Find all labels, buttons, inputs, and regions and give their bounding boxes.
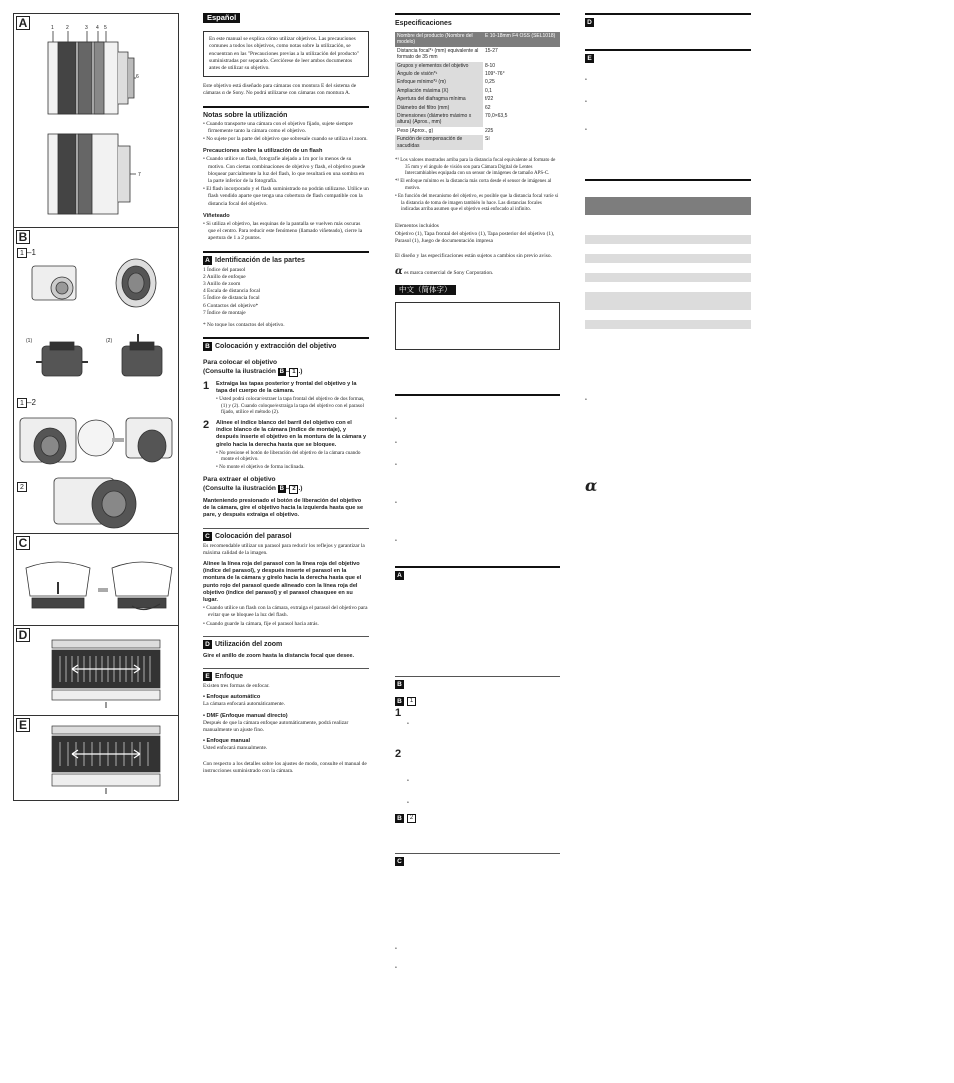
panel-e	[14, 716, 178, 802]
section-rule	[395, 394, 560, 396]
spec-key: Grupos y elementos del objetivo	[395, 62, 483, 70]
section-c-title: Colocación del parasol	[215, 532, 292, 540]
panel-b1-2-suffix: –2	[27, 398, 36, 407]
flash-item: • Cuando utilice un flash, fotografíe alejado a 1m por lo menos de su motivo. Con ciertas combinaciones de objetivo y flash, el objetivo puede bloquear parcialmente la luz del flash, lo que resultará en una sombra en la parte inferior de la fotografía.	[203, 156, 366, 185]
flash-title: Precauciones sobre la utilización de un flash	[203, 148, 323, 155]
part-item: 5 Índice de distancia focal	[203, 295, 260, 302]
zh-section-a-box: A	[395, 571, 404, 580]
zh-section-e-box: E	[585, 54, 594, 63]
focus-ring-drawing	[14, 716, 178, 802]
parts-note: * No toque los contactos del objetivo.	[203, 322, 285, 329]
zh-intro-box	[395, 302, 560, 350]
panel-b	[14, 228, 178, 534]
panel-b1-2-num: 1	[17, 398, 27, 408]
spec-key: Función de compensación de sacudidas	[395, 135, 483, 150]
specs-column: Especificaciones Nombre del producto (Nombre del modelo) E 10-18mm F4 OSS (SEL1018) Distancia focal*¹ (mm) equivalente al formato de 35 mm 15-27 Grupos y elementos del objetivo 8-10 Ángulo de visión*¹ 109°-76° Enfoque mínimo*² (m) 0,25 Ampliación máxima (X) 0,1 Apertura del diafragma mínima f/22 Diámetro del filtro (mm) 62 Dimensiones (diámetro máximo x altura) (Aprox., mm) 70,0×63,5 Peso (Aprox., g) 225 Función de compensación de sacudidas Sí *¹ Los valores mostrados arriba para la distancia focal equivalente al formato de 35 mm y el ángulo de visión son para Cámara Digital de Lentes Intercambiables equipada con un sensor de imágenes de tamaño APS-C. *² El enfoque mínimo es la distancia más corta desde el sensor de imágenes al motivo. • En función del mecanismo del objetivo, es posible que la distancia focal varíe si la distancia de toma de imagen también lo hace. Las distancias focales indicadas arriba asumen que el objetivo está enfocado al infinito. Elementos incluidos Objetivo (1), Tapa frontal del objetivo (1), Tapa posterior del objetivo (1), Parasol (1), Juego de documentación impresa El diseño y las especificaciones están sujetos a cambios sin previo aviso. α es marca comercial de Sony Corporation. 中文（简体字） • • • • • A B B 1 1 • 2 • • B 2 C • •	[395, 13, 560, 972]
spec-row	[395, 62, 560, 70]
zh-spec-row	[585, 273, 751, 282]
parts-list	[203, 267, 369, 317]
section-rule	[395, 676, 560, 677]
section-a-heading	[203, 256, 369, 265]
focus-item-text: La cámara enfocará automáticamente.	[203, 701, 286, 708]
section-rule	[203, 337, 369, 339]
section-d-title: Utilización del zoom	[215, 640, 283, 648]
vignette-title: Viñeteado	[203, 212, 230, 219]
spec-key: Apertura del diafragma mínima	[395, 95, 483, 103]
spec-value: 8-10	[485, 62, 496, 69]
section-a-title: Identificación de las partes	[215, 256, 305, 264]
spec-row	[395, 70, 560, 78]
part-item: 6 Contactos del objetivo*	[203, 302, 259, 309]
step-2: 2 Alinee el índice blanco del barril del objetivo con el índice blanco de la cámara (índice de montaje), y después inserte el objetivo en la montura de la cámara y gírelo hacia la derecha hasta que se bloquee. • No presione el botón de liberación del objetivo de la cámara cuando monte el objetivo. • No monte el objetivo de forma inclinada.	[203, 418, 367, 470]
zh-b1-box: B	[395, 697, 404, 706]
chinese-column: D E • • • • α	[585, 13, 751, 494]
section-rule	[395, 566, 560, 568]
spec-key: Distancia focal*¹ (mm) equivalente al formato de 35 mm	[395, 47, 483, 62]
focus-para: Existen tres formas de enfocar.	[203, 682, 270, 689]
section-d-box: D	[203, 640, 212, 649]
zh-alpha-logo: α	[585, 476, 598, 496]
spec-value: 0,1	[485, 87, 492, 94]
detach-text: Manteniendo presionado el botón de liberación del objetivo de la cámara, gire el objetivo hacia la izquierda hasta que se pare, y después extraiga el objetivo.	[203, 497, 364, 519]
note-item: • Cuando transporte una cámara con el objetivo fijado, sujete siempre firmemente tanto la cámara como el objetivo.	[203, 120, 353, 134]
spec-key: Ampliación máxima (X)	[395, 87, 483, 95]
intro-para: Este objetivo está diseñado para cámaras con montura E del sistema de cámaras α de Sony. No podrá utilizarse con cámaras con montura A.	[203, 83, 357, 97]
spec-row	[395, 87, 560, 95]
flash-item: • El flash incorporado y el flash suministrado no podrán utilizarse. Utilice un flash vendido aparte que tenga una cobertura de flash compatible con la distancia focal del objetivo.	[203, 186, 369, 207]
callout-3: 3	[85, 25, 88, 31]
section-rule	[395, 853, 560, 854]
detach-title: Para extraer el objetivo (Consulte la ilustración B – 2 .)	[203, 476, 303, 492]
callout-5: 5	[104, 25, 107, 31]
spec-key: Diámetro del filtro (mm)	[395, 104, 483, 112]
zh-spec-header-row	[585, 197, 751, 215]
panel-b1-suffix: –1	[27, 248, 36, 257]
zh-spec-row	[585, 254, 751, 263]
panel-d-letter: D	[16, 628, 30, 642]
part-item: 3 Anillo de zoom	[203, 281, 241, 288]
spec-row	[395, 112, 560, 127]
spec-value: E 10-18mm F4 OSS (SEL1018)	[483, 32, 560, 47]
section-c-box: C	[203, 532, 212, 541]
section-rule	[203, 106, 369, 108]
section-rule	[585, 49, 751, 51]
spec-value: Sí	[485, 136, 490, 143]
panel-e-letter: E	[16, 718, 30, 732]
section-c-heading	[203, 532, 369, 541]
panel-c	[14, 534, 178, 626]
section-rule	[585, 13, 751, 15]
included-items: Objetivo (1), Tapa frontal del objetivo (1), Tapa posterior del objetivo (1), Parasol (1), Juego de documentación impresa	[395, 230, 555, 244]
spanish-column	[203, 13, 369, 775]
included-title: Elementos incluidos	[395, 223, 439, 230]
spec-row	[395, 32, 560, 47]
spec-value: 0,25	[485, 79, 495, 86]
spec-note: *¹ Los valores mostrados arriba para la distancia focal equivalente al formato de 35 mm y el ángulo de visión son para Cámara Digital de Lentes Intercambiables equipada con un sensor de imágenes de tamaño APS-C.	[395, 158, 556, 176]
section-rule	[203, 636, 369, 637]
specs-notes	[395, 158, 560, 213]
spec-value: 109°-76°	[485, 71, 505, 78]
spec-key: Peso (Aprox., g)	[395, 127, 483, 135]
part-item: 1 Índice del parasol	[203, 266, 246, 273]
specs-table	[395, 32, 560, 150]
panel-b1-num: 1	[17, 248, 27, 258]
step-1: 1 Extraiga las tapas posterior y frontal del objetivo y la tapa del cuerpo de la cámara. • Usted podrá colocar/extraer la tapa frontal del objetivo de dos formas, (1) y (2). Cuando coloque/extraiga la tapa del objetivo con el parasol fijado, utilice el método (2).	[203, 379, 365, 416]
attach-title: Para colocar el objetivo (Consulte la ilustración B – 1 .)	[203, 359, 303, 375]
callout-2: 2	[66, 25, 69, 31]
panel-a	[14, 14, 178, 228]
section-e-title: Enfoque	[215, 672, 243, 680]
callout-1: 1	[51, 25, 54, 31]
zh-step-2: 2	[395, 747, 402, 760]
section-a-box: A	[203, 256, 212, 265]
part-item: 7 Índice de montaje	[203, 309, 246, 316]
focus-item-title: • Enfoque manual	[203, 738, 251, 745]
spec-row	[395, 135, 560, 150]
section-rule	[203, 251, 369, 253]
callout-7: 7	[138, 172, 141, 178]
spec-value: f/22	[485, 96, 494, 103]
method-2-label: (2)	[106, 338, 113, 344]
section-d-heading	[203, 640, 369, 649]
spec-value: 70,0×63,5	[485, 113, 508, 120]
zoom-ring-drawing	[14, 626, 178, 716]
lens-side-view-drawing	[14, 14, 178, 228]
attach-lens-drawing	[14, 228, 178, 534]
section-b-box: B	[203, 342, 212, 351]
panel-a-letter: A	[16, 16, 30, 30]
focus-item-text: Usted enfocará manualmente.	[203, 745, 268, 752]
illustration-column	[13, 13, 179, 801]
lang-badge-zh: 中文（简体字）	[395, 285, 456, 295]
section-rule	[203, 528, 369, 529]
method-1-label: (1)	[26, 338, 33, 344]
focus-item-text: Después de que la cámara enfoque automáticamente, podrá realizar manualmente un ajuste fino.	[203, 719, 349, 733]
spec-key: Nombre del producto (Nombre del modelo)	[395, 32, 483, 47]
note-item: • No sujete por la parte del objetivo que sobresale cuando se utiliza el zoom.	[203, 136, 368, 143]
spec-note: • En función del mecanismo del objetivo, es posible que la distancia focal varíe si la distancia de toma de imagen también lo hace. Las distancias focales indicadas arriba asumen que el objetivo está enfocado al infinito.	[395, 194, 559, 212]
notes-title: Notas sobre la utilización	[203, 111, 288, 119]
part-item: 4 Escala de distancia focal	[203, 288, 261, 295]
vignette-item: • Si utiliza el objetivo, las esquinas de la pantalla se vuelven más oscuras que el centro. Para reducir este fenómeno (llamado viñeteado), cierre la apertura de 1 a 2 puntos.	[203, 221, 363, 242]
panel-b-letter: B	[16, 230, 30, 244]
spec-value: 62	[485, 104, 491, 111]
section-b-title: Colocación y extracción del objetivo	[215, 343, 337, 351]
disclaimer: El diseño y las especificaciones están sujetos a cambios sin previo aviso.	[395, 252, 552, 259]
spec-key: Ángulo de visión*¹	[395, 70, 483, 78]
spec-row	[395, 104, 560, 112]
spec-row	[395, 127, 560, 135]
section-b-heading	[203, 342, 369, 351]
lang-badge-es: Español	[203, 13, 240, 23]
panel-d	[14, 626, 178, 716]
hood-para: Es recomendable utilizar un parasol para reducir los reflejos y garantizar la máxima calidad de la imagen.	[203, 542, 365, 556]
focus-item-title: • Enfoque automático	[203, 694, 261, 701]
zh-b1-num: 1	[407, 697, 416, 706]
spec-value: 225	[483, 127, 560, 135]
spec-note: *² El enfoque mínimo es la distancia más corta desde el sensor de imágenes al motivo.	[395, 179, 552, 191]
spec-row	[395, 47, 560, 62]
trademark-line: α es marca comercial de Sony Corporation.	[395, 266, 494, 278]
spec-row	[395, 95, 560, 103]
focus-footer: Con respecto a los detalles sobre los ajustes de modo, consulte el manual de instrucciones suministrado con la cámara.	[203, 760, 367, 774]
section-rule	[585, 179, 751, 181]
zh-b2-box: B	[395, 814, 404, 823]
zh-spec-row	[585, 292, 751, 310]
section-rule	[203, 668, 369, 669]
section-e-box: E	[203, 672, 212, 681]
focus-item-title: • DMF (Enfoque manual directo)	[203, 712, 288, 719]
intro-box: En este manual se explica cómo utilizar objetivos. Las precauciones comunes a todos los objetivos, como notas sobre la utilización, se encuentran en las "Precauciones previas a la utilización del producto" suministradas por separado. Cerciórese de leer ambos documentos antes de utilizar su objetivo.	[203, 31, 369, 77]
zh-section-d-box: D	[585, 18, 594, 27]
zh-notes: • • • • •	[395, 415, 397, 544]
panel-b2-num: 2	[17, 482, 27, 492]
callout-4: 4	[96, 25, 99, 31]
spec-row	[395, 78, 560, 86]
spec-key: Dimensiones (diámetro máximo x altura) (Aprox., mm)	[395, 112, 483, 127]
zh-spec-row	[585, 235, 751, 244]
hood-attach-drawing	[14, 534, 178, 626]
zh-step-1: 1	[395, 706, 402, 719]
part-item: 2 Anillo de enfoque	[203, 273, 246, 280]
zh-section-c-box: C	[395, 857, 404, 866]
hood-note: • Cuando utilice un flash con la cámara, extraiga el parasol del objetivo para evitar que se bloquee la luz del flash.	[203, 605, 368, 619]
zh-b2-num: 2	[407, 814, 416, 823]
spec-value: 15-27	[483, 47, 560, 62]
zh-spec-row	[585, 320, 751, 329]
spec-key: Enfoque mínimo*² (m)	[395, 78, 483, 86]
hood-note: • Cuando guarde la cámara, fije el parasol hacia atrás.	[203, 620, 319, 627]
callout-6: 6	[136, 74, 139, 80]
section-rule	[395, 13, 560, 15]
panel-c-letter: C	[16, 536, 30, 550]
specs-title: Especificaciones	[395, 20, 452, 27]
alpha-logo: α	[395, 266, 403, 278]
zoom-instruction: Gire el anillo de zoom hasta la distancia focal que desee.	[203, 652, 355, 659]
zh-section-b-box: B	[395, 680, 404, 689]
hood-instruction: Alinee la línea roja del parasol con la línea roja del objetivo (índice del parasol), y después inserte el parasol en la montura de la cámara y gírelo hacia la derecha hasta que el punto rojo del parasol quede alineado con la línea roja del objetivo (índice del parasol) y el parasol chasquee en su lugar.	[203, 560, 362, 603]
section-e-heading	[203, 672, 369, 681]
